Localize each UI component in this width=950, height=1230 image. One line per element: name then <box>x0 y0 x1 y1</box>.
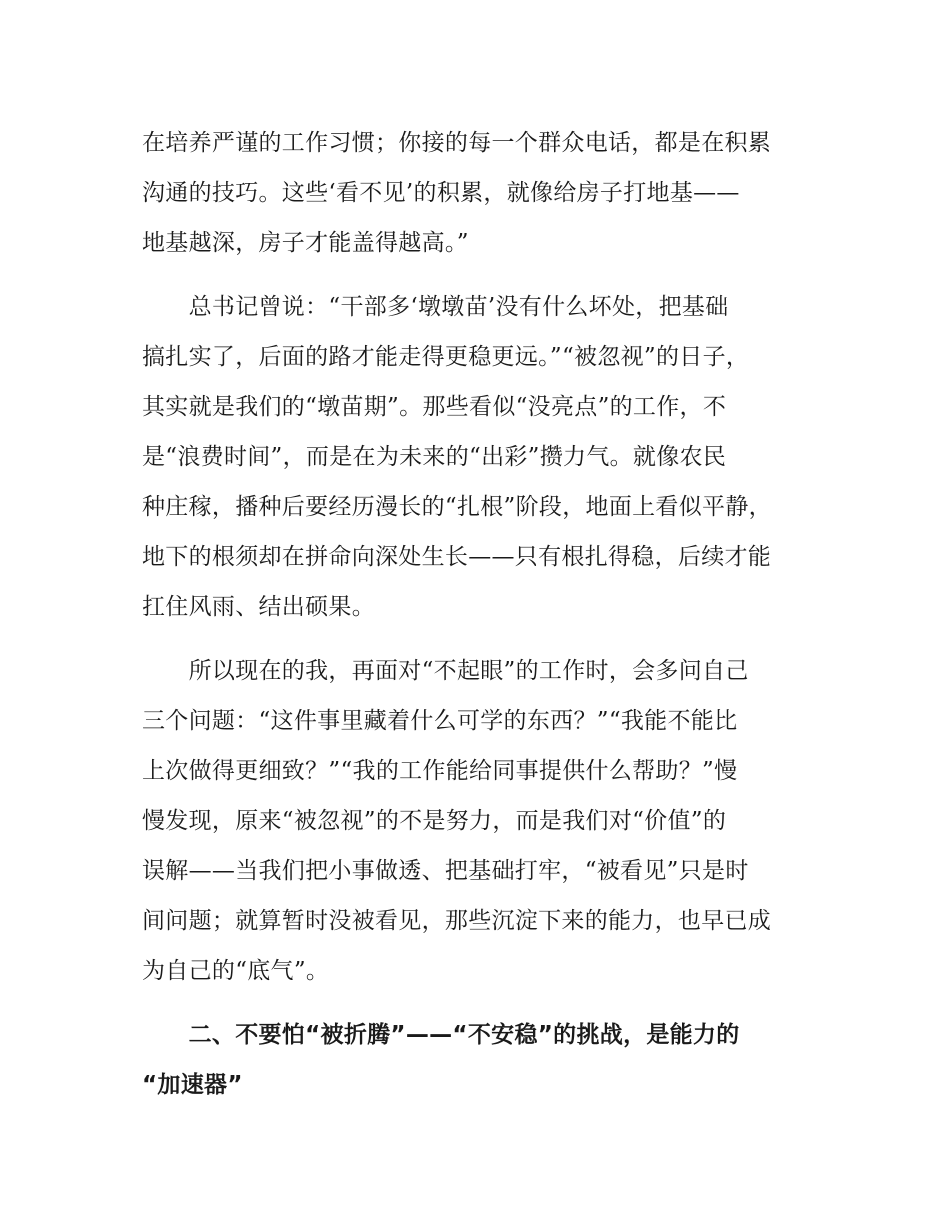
text-line: 总书记曾说：“干部多‘墩墩苗’没有什么坏处，把基础 <box>142 294 729 320</box>
text-line: 所以现在的我，再面对“不起眼”的工作时，会多问自己 <box>142 658 749 684</box>
text-line: 种庄稼，播种后要经历漫长的“扎根”阶段，地面上看似平静， <box>142 494 772 520</box>
text-line: 其实就是我们的“墩苗期”。那些看似“没亮点”的工作，不 <box>142 394 727 420</box>
text-line: 在培养严谨的工作习惯；你接的每一个群众电话，都是在积累 <box>142 130 772 156</box>
text-line: 上次做得更细致？”“我的工作能给同事提供什么帮助？”慢 <box>142 758 738 784</box>
text-line: 扛住风雨、结出硕果。 <box>142 594 375 620</box>
text-line: 搞扎实了，后面的路才能走得更稳更远。”“被忽视”的日子， <box>142 344 750 370</box>
text-line: 地下的根须却在拼命向深处生长——只有根扎得稳，后续才能 <box>142 544 772 570</box>
text-line: 误解——当我们把小事做透、把基础打牢，“被看见”只是时 <box>142 858 749 884</box>
text-line: 地基越深，房子才能盖得越高。” <box>142 230 469 256</box>
text-line: 是“浪费时间”，而是在为未来的“出彩”攒力气。就像农民 <box>142 444 727 470</box>
text-line: 三个问题：“这件事里藏着什么可学的东西？”“我能不能比 <box>142 708 738 734</box>
text-line: 间问题；就算暂时没被看见，那些沉淀下来的能力，也早已成 <box>142 908 772 934</box>
text-line: 沟通的技巧。这些‘看不见’的积累，就像给房子打地基—— <box>142 180 740 206</box>
heading-line: “加速器” <box>142 1072 243 1098</box>
text-line: 为自己的“底气”。 <box>142 958 330 984</box>
heading-line: 二、不要怕“被折腾”——“不安稳”的挑战，是能力的 <box>142 1022 740 1048</box>
text-line: 慢发现，原来“被忽视”的不是努力，而是我们对“价值”的 <box>142 808 727 834</box>
